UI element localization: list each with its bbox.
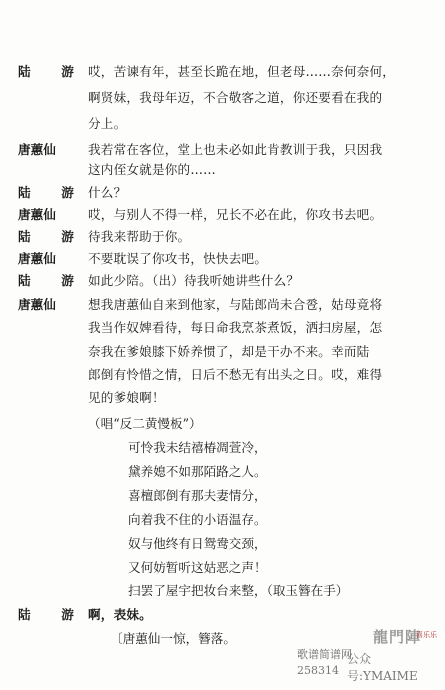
lyric-line: 喜檀郎倒有那夫妻情分， bbox=[128, 488, 267, 503]
lyric-line: 可怜我未结禧椿凋萱冷， bbox=[128, 440, 267, 455]
lyric-line: 奴与他终有日鸳鸯交颈， bbox=[128, 536, 267, 551]
speaker-lu-you: 陆 游 bbox=[18, 229, 83, 244]
dialogue-line: 如此少陪。（出）待我听她讲些什么？ bbox=[88, 273, 300, 288]
watermark-logo: 龍門陣 bbox=[372, 628, 421, 646]
lyric-line: 黛养媳不如那陌路之人。 bbox=[128, 464, 267, 479]
speaker-tang-huixian: 唐蕙仙 bbox=[18, 251, 56, 266]
dialogue-line: 奈我在爹娘膝下娇养惯了，却是干办不来。幸而陆 bbox=[88, 344, 370, 359]
dialogue-line: 我当作奴婢看待，每日命我烹茶煮饭，洒扫房屋，怎 bbox=[88, 320, 383, 335]
dialogue-line: 不要耽误了你攻书，快快去吧。 bbox=[88, 251, 268, 266]
dialogue-line: 待我来帮助于你。 bbox=[88, 229, 191, 244]
dialogue-line: 哎，与别人不得一样，兄长不必在此，你攻书去吧。 bbox=[88, 207, 383, 222]
dialogue-line: 分上。 bbox=[88, 116, 127, 131]
dialogue-line: 见的爹娘啊！ bbox=[88, 390, 165, 405]
speaker-lu-you: 陆 游 bbox=[18, 64, 83, 79]
lyric-line: 向着我不住的小语温存。 bbox=[128, 512, 267, 527]
dialogue-line: 我若常在客位，堂上也未必如此肯教训于我，只因我 bbox=[88, 142, 383, 157]
dialogue-line: 啊，表妹。 bbox=[88, 607, 152, 622]
dialogue-line: 哎，苦谏有年，甚至长跪在地，但老母……奈何奈何， bbox=[88, 64, 396, 79]
dialogue-line: 郎倒有怜惜之情，日后不愁无有出头之日。哎，难得 bbox=[88, 367, 383, 382]
speaker-tang-huixian: 唐蕙仙 bbox=[18, 142, 56, 157]
speaker-lu-you: 陆 游 bbox=[18, 185, 83, 200]
speaker-tang-huixian: 唐蕙仙 bbox=[18, 297, 56, 312]
watermark bbox=[289, 626, 439, 684]
dialogue-line: 想我唐蕙仙自来到他家，与陆郎尚未合卺，姑母竟将 bbox=[88, 297, 383, 312]
lyric-line: 扫罢了屋宇把妆台来整，（取玉簪在手） bbox=[128, 583, 349, 598]
watermark-small-text: 喜乐乐 bbox=[416, 631, 437, 639]
watermark-account: 公众号:YMAIME bbox=[347, 652, 418, 683]
speaker-lu-you: 陆 游 bbox=[18, 607, 83, 622]
dialogue-line: 这内侄女就是你的…… bbox=[88, 162, 216, 177]
watermark-site: 歌谱简谱网 bbox=[297, 648, 352, 661]
song-cue: （唱“反二黄慢板”） bbox=[88, 416, 202, 431]
dialogue-line: 什么？ bbox=[88, 185, 127, 200]
speaker-lu-you: 陆 游 bbox=[18, 273, 83, 288]
stage-direction: 〔唐蕙仙一惊，簪落。 bbox=[110, 631, 236, 646]
watermark-id: 258314 bbox=[297, 664, 339, 677]
speaker-tang-huixian: 唐蕙仙 bbox=[18, 207, 56, 222]
lyric-line: 又何妨暂听这姑恶之声！ bbox=[128, 560, 267, 575]
dialogue-line: 啊贤妹，我母年迈，不合敬客之道，你还要看在我的 bbox=[88, 90, 383, 105]
